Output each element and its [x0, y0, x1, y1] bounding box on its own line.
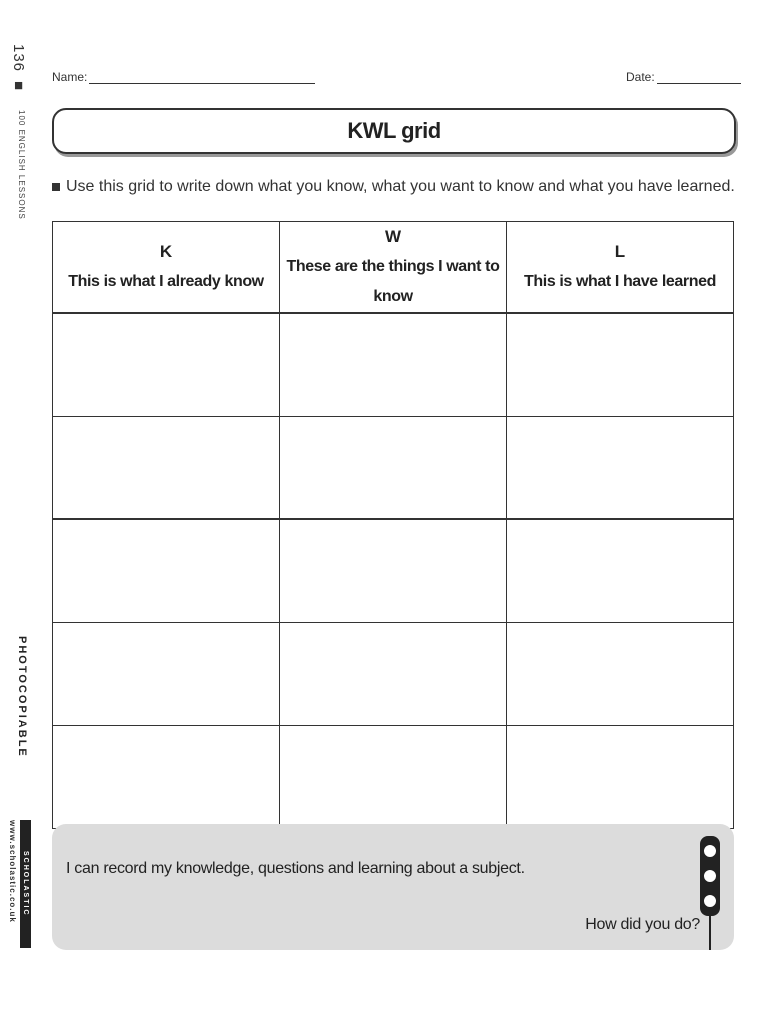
learning-objective: I can record my knowledge, questions and learning about a subject. — [66, 860, 525, 877]
w-cell[interactable] — [280, 416, 507, 519]
name-field — [52, 70, 315, 84]
column-header-w — [280, 222, 507, 314]
table-row — [53, 519, 734, 622]
series-title: 100 ENGLISH LESSONS — [17, 110, 26, 220]
traffic-light-pole — [709, 916, 711, 950]
table-header-row — [53, 222, 734, 314]
table-row — [53, 313, 734, 416]
date-label: Date: — [626, 70, 655, 84]
l-cell[interactable] — [507, 416, 734, 519]
w-cell[interactable] — [280, 313, 507, 416]
w-cell[interactable] — [280, 622, 507, 725]
column-description: These are the things I want to know — [286, 258, 500, 305]
name-line[interactable] — [89, 70, 315, 84]
column-description: This is what I have learned — [524, 273, 716, 290]
page-number: 136 ■ — [10, 44, 27, 96]
date-line[interactable] — [657, 70, 741, 84]
w-cell[interactable] — [280, 519, 507, 622]
w-cell[interactable] — [280, 725, 507, 828]
self-assessment-panel — [52, 824, 734, 950]
table-row — [53, 725, 734, 828]
publisher-url: www.scholastic.co.uk — [8, 820, 17, 923]
k-cell[interactable] — [53, 519, 280, 622]
green-lamp[interactable] — [703, 894, 717, 908]
column-header-l — [507, 222, 734, 314]
kwl-table — [52, 221, 734, 829]
column-description: This is what I already know — [68, 273, 264, 290]
page-title: KWL grid — [347, 118, 441, 143]
photocopiable-label: PHOTOCOPIABLE — [16, 636, 28, 758]
publisher-logo: SCHOLASTIC — [20, 820, 31, 948]
instruction — [52, 178, 735, 196]
column-header-k — [53, 222, 280, 314]
traffic-light-icon — [700, 836, 720, 916]
column-letter: L — [614, 242, 626, 261]
name-label: Name: — [52, 70, 88, 84]
l-cell[interactable] — [507, 725, 734, 828]
instruction-text: Use this grid to write down what you know, what you want to know and what you have learned. — [66, 178, 735, 195]
table-row — [53, 622, 734, 725]
k-cell[interactable] — [53, 416, 280, 519]
l-cell[interactable] — [507, 519, 734, 622]
self-assessment-question: How did you do? — [585, 916, 700, 933]
date-field — [626, 70, 741, 84]
amber-lamp[interactable] — [703, 869, 717, 883]
k-cell[interactable] — [53, 313, 280, 416]
k-cell[interactable] — [53, 725, 280, 828]
table-row — [53, 416, 734, 519]
k-cell[interactable] — [53, 622, 280, 725]
bullet-icon — [52, 183, 60, 191]
red-lamp[interactable] — [703, 844, 717, 858]
l-cell[interactable] — [507, 622, 734, 725]
column-letter: W — [384, 227, 402, 246]
title-banner — [52, 108, 736, 154]
l-cell[interactable] — [507, 313, 734, 416]
column-letter: K — [159, 242, 173, 261]
